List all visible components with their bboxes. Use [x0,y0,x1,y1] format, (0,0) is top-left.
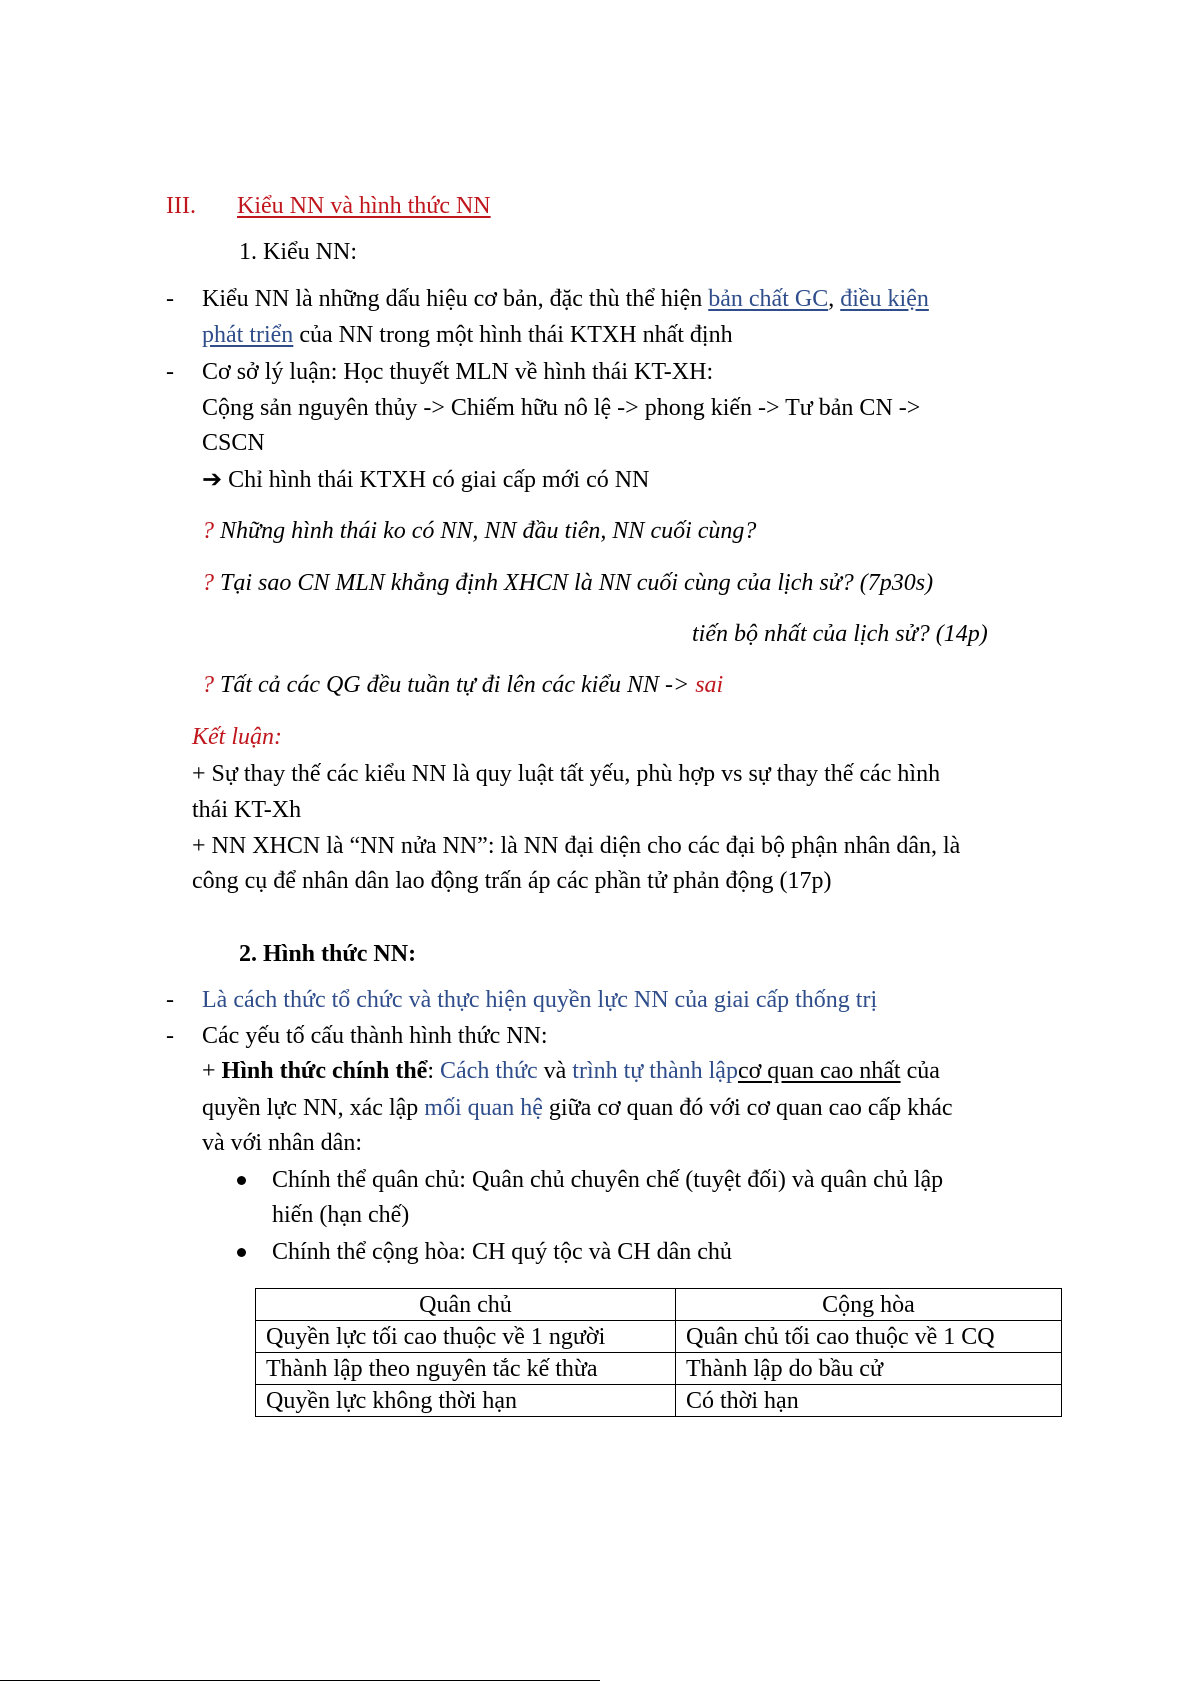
form-line2: quyền lực NN, xác lập mối quan hệ giữa cơ quan đó với cơ quan cao cấp khác [202,1095,953,1121]
table-cell: Thành lập do bầu cử [676,1353,1062,1385]
question-mark: ? [202,672,214,698]
table-cell: Có thời hạn [676,1385,1062,1417]
part1-bullet2-line3: CSCN [202,430,265,456]
arrow-icon: ➔ [202,467,223,493]
conclusion-p2-line2: công cụ để nhân dân lao động trấn áp các phần tử phản động (17p) [192,868,832,894]
form-line1: + Hình thức chính thể: Cách thức và trình tự thành lậpcơ quan cao nhất của [202,1058,940,1084]
bullet-dash: - [166,987,174,1013]
question-mark: ? [202,570,214,596]
part1-bullet1-line2: phát triển của NN trong một hình thái KTXH nhất định [202,322,733,348]
question-2: ? Tại sao CN MLN khẳng định XHCN là NN cuối cùng của lịch sử? (7p30s) [202,570,934,596]
conclusion-p1-line1: + Sự thay thế các kiểu NN là quy luật tất yếu, phù hợp vs sự thay thế các hình [192,761,941,787]
table-cell: Quân chủ tối cao thuộc về 1 CQ [676,1321,1062,1353]
question-2b: tiến bộ nhất của lịch sử? (14p) [692,621,988,647]
table-cell: Quyền lực tối cao thuộc về 1 người [256,1321,676,1353]
bullet-dash: - [166,359,174,385]
part2-bullet1: Là cách thức tổ chức và thực hiện quyền lực NN của giai cấp thống trị [202,987,878,1013]
bullet-dash: - [166,1023,174,1049]
table-cell: Thành lập theo nguyên tắc kế thừa [256,1353,676,1385]
comparison-table [255,1288,1062,1417]
question-1: ? Những hình thái ko có NN, NN đầu tiên, NN cuối cùng? [202,518,757,544]
conclusion-p2-line1: + NN XHCN là “NN nửa NN”: là NN đại diện cho các đại bộ phận nhân dân, là [192,833,961,859]
bullet-dot-icon [237,1176,246,1185]
sub1-line2: hiến (hạn chế) [272,1202,410,1228]
link-dieu-kien: điều kiện [840,286,929,312]
sub2-line: Chính thể cộng hòa: CH quý tộc và CH dân chủ [272,1239,732,1265]
link-phat-trien: phát triển [202,322,294,348]
page-bottom-rule [0,1680,600,1681]
link-ban-chat-gc: bản chất GC [708,286,829,312]
table-row [256,1353,1062,1385]
part2-heading: 2. Hình thức NN: [239,941,417,967]
part2-bullet2: Các yếu tố cấu thành hình thức NN: [202,1023,548,1049]
table-cell: Quyền lực không thời hạn [256,1385,676,1417]
part1-conclusion-arrow-line: ➔ Chỉ hình thái KTXH có giai cấp mới có NN [202,467,650,493]
conclusion-p1-line2: thái KT-Xh [192,797,302,823]
table-row [256,1385,1062,1417]
section-title: Kiểu NN và hình thức NN [237,193,491,219]
part1-bullet2-line2: Cộng sản nguyên thủy -> Chiếm hữu nô lệ -> phong kiến -> Tư bản CN -> [202,395,921,421]
answer-sai: sai [695,672,724,698]
part1-heading: 1. Kiểu NN: [239,239,357,265]
bullet-dash: - [166,286,174,312]
question-3: ? Tất cả các QG đều tuần tự đi lên các kiểu NN -> sai [202,672,724,698]
table-row [256,1321,1062,1353]
section-numeral: III. [166,193,196,219]
part1-bullet1-line1: Kiểu NN là những dấu hiệu cơ bản, đặc thù thể hiện bản chất GC, điều kiện [202,286,929,312]
table-header: Quân chủ [256,1289,676,1321]
bullet-dot-icon [237,1248,246,1257]
form-line3: và với nhân dân: [202,1130,362,1156]
sub1-line1: Chính thể quân chủ: Quân chủ chuyên chế (tuyệt đối) và quân chủ lập [272,1167,944,1193]
table-header: Cộng hòa [676,1289,1062,1321]
part1-bullet2-line1: Cơ sở lý luận: Học thuyết MLN về hình thái KT-XH: [202,359,714,385]
question-mark: ? [202,518,214,544]
table-header-row [256,1289,1062,1321]
underlined-co-quan: cơ quan cao nhất [737,1058,901,1084]
conclusion-label: Kết luận: [192,724,282,750]
